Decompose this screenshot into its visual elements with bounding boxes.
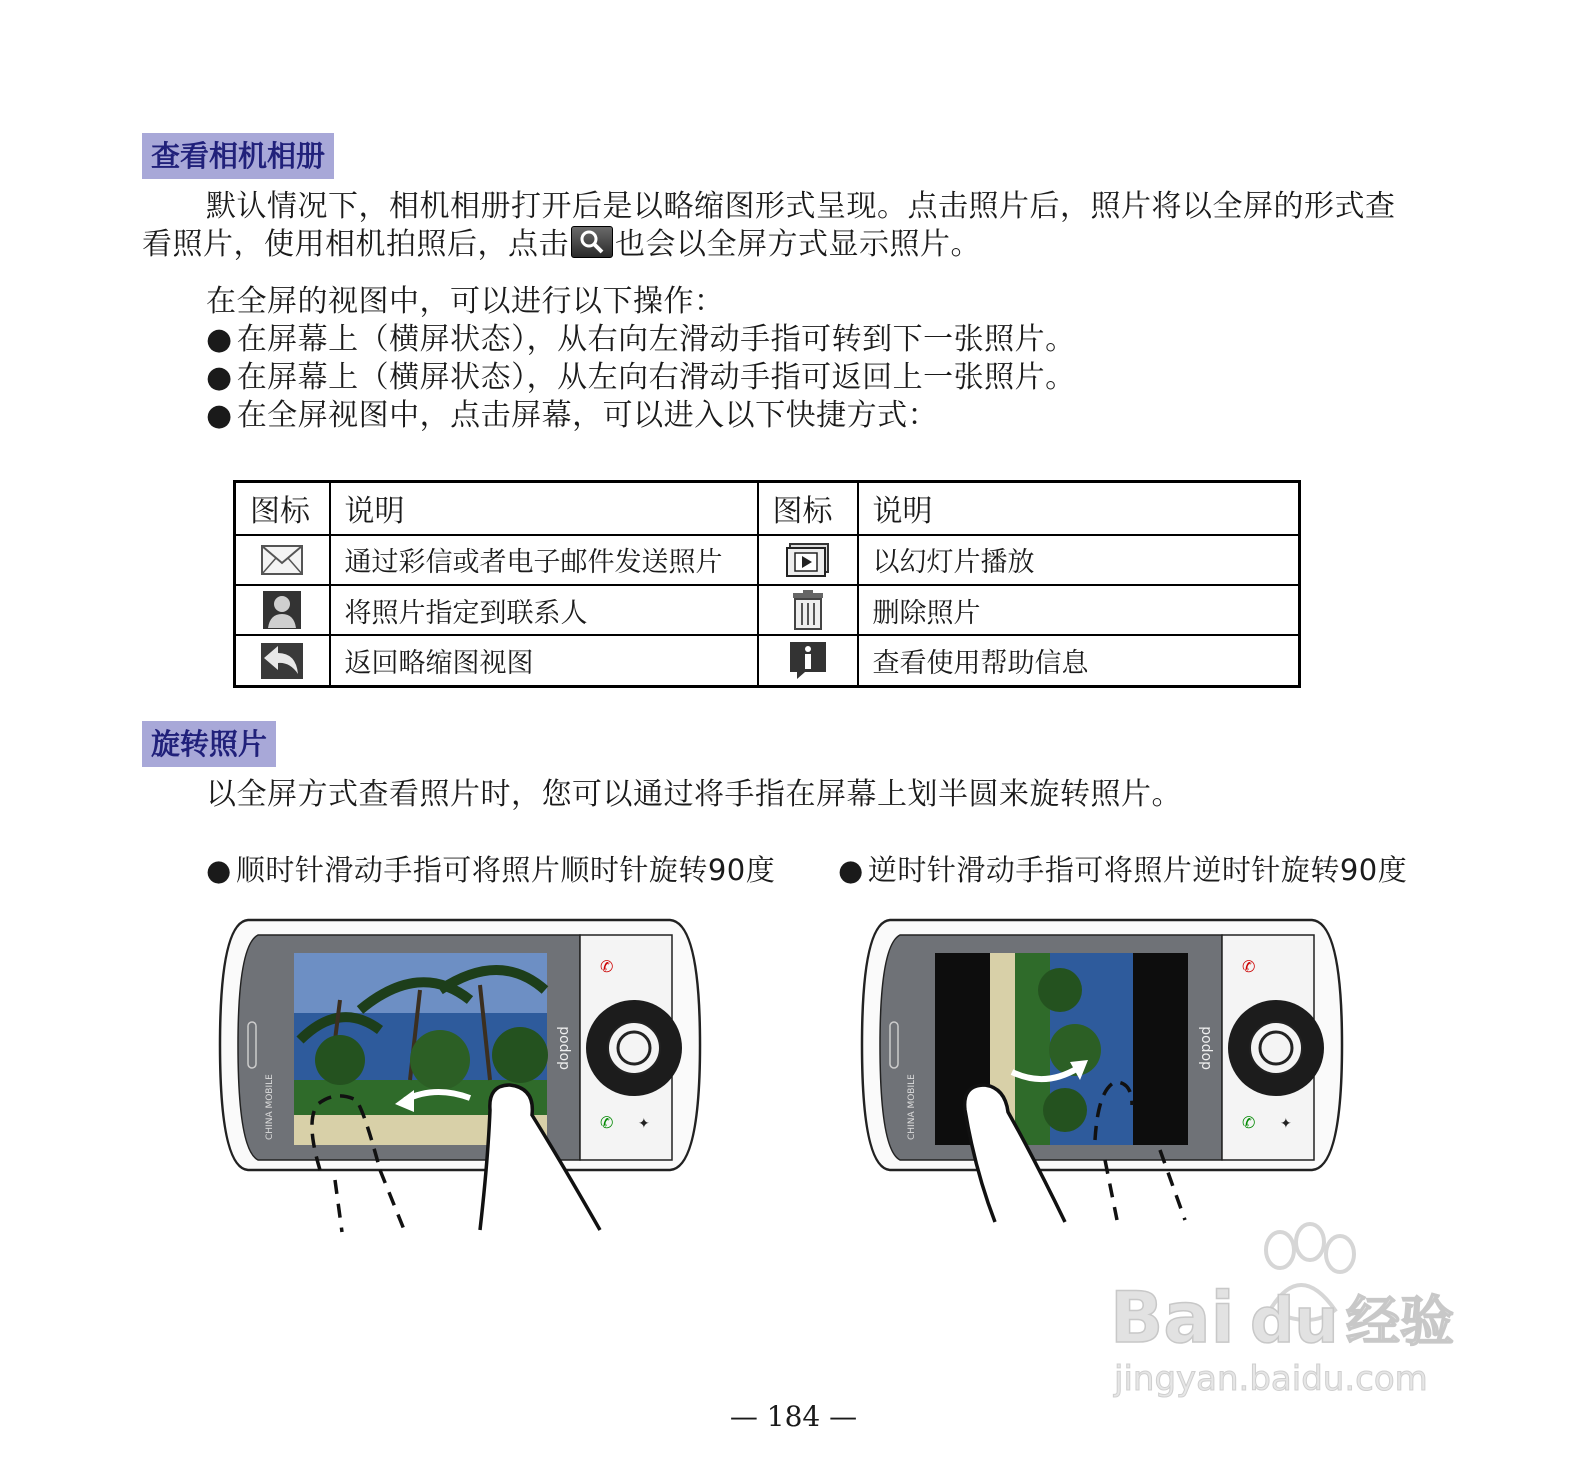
paragraph-text: 看照片，使用相机拍照后，点击 [142, 227, 569, 262]
svg-text:✦: ✦ [638, 1116, 650, 1132]
table-cell-desc: 以幻灯片播放 [858, 535, 1300, 585]
shortcut-icons-table [233, 480, 1301, 688]
table-row [235, 585, 1300, 635]
rotate-intro: 以全屏方式查看照片时，您可以通过将手指在屏幕上划半圆来旋转照片。 [206, 777, 1182, 812]
paragraph-line-2 [142, 226, 981, 263]
table-cell-desc: 返回略缩图视图 [330, 635, 758, 686]
table-header: 说明 [330, 482, 758, 535]
section-heading-rotate: 旋转照片 [142, 721, 276, 767]
paragraph-line-1 [206, 189, 1396, 225]
envelope-icon [260, 543, 304, 577]
bullet-item: ● 在屏幕上（横屏状态），从左向右滑动手指可返回上一张照片。 [206, 360, 1076, 396]
carrier-label: CHINA MOBILE [907, 1074, 917, 1140]
baidu-watermark [1110, 1220, 1480, 1400]
back-arrow-icon [260, 642, 304, 680]
svg-text:✆: ✆ [1242, 1113, 1256, 1132]
paragraph-text: 默认情况下，相机相册打开后是以略缩图形式呈现。点击照片后，照片将以全屏的形式查 [206, 189, 1396, 224]
magnifier-icon [571, 226, 613, 258]
bullet-item: ● 在屏幕上（横屏状态），从右向左滑动手指可转到下一张照片。 [206, 322, 1076, 358]
slideshow-icon [786, 542, 830, 578]
watermark-text: du [1250, 1284, 1339, 1357]
brand-logo: dopod [556, 1026, 572, 1070]
table-cell-desc: 查看使用帮助信息 [858, 635, 1300, 686]
info-icon [789, 641, 827, 681]
table-cell-icon [758, 585, 858, 635]
brand-logo: dopod [1198, 1026, 1214, 1070]
table-cell-desc: 通过彩信或者电子邮件发送照片 [330, 535, 758, 585]
watermark-text: 经验 [1346, 1290, 1454, 1353]
svg-text:✦: ✦ [1280, 1116, 1292, 1132]
trash-icon [790, 589, 826, 631]
table-cell-desc: 将照片指定到联系人 [330, 585, 758, 635]
bullet-item: ● 在全屏视图中，点击屏幕，可以进入以下快捷方式： [206, 398, 938, 434]
paragraph-text: 也会以全屏方式显示照片。 [615, 227, 981, 262]
table-header: 说明 [858, 482, 1300, 535]
device-illustrations [0, 900, 1587, 1260]
table-cell-icon [758, 535, 858, 585]
svg-text:✆: ✆ [600, 1113, 614, 1132]
table-header-row [235, 482, 1300, 535]
table-header: 图标 [758, 482, 858, 535]
phone-illustration-left [220, 920, 700, 1232]
table-cell-icon [758, 635, 858, 686]
bullet-counterclockwise: ● 逆时针滑动手指可将照片逆时针旋转90度 [838, 852, 1407, 888]
page-number: — 184 — [729, 1400, 858, 1433]
svg-text:✆: ✆ [600, 957, 614, 976]
watermark-url: jingyan.baidu.com [1114, 1359, 1428, 1399]
phone-illustration-right [862, 920, 1342, 1222]
table-row [235, 635, 1300, 686]
table-cell-icon [235, 535, 330, 585]
table-row [235, 535, 1300, 585]
table-cell-icon [235, 585, 330, 635]
contact-icon [262, 590, 302, 630]
section-heading-album: 查看相机相册 [142, 133, 334, 179]
watermark-text: Bai [1110, 1277, 1235, 1359]
table-cell-icon [235, 635, 330, 686]
bullet-clockwise: ● 顺时针滑动手指可将照片顺时针旋转90度 [206, 852, 775, 888]
table-header: 图标 [235, 482, 330, 535]
svg-text:✆: ✆ [1242, 957, 1256, 976]
table-cell-desc: 删除照片 [858, 585, 1300, 635]
carrier-label: CHINA MOBILE [265, 1074, 275, 1140]
fullscreen-intro: 在全屏的视图中，可以进行以下操作： [206, 284, 725, 319]
